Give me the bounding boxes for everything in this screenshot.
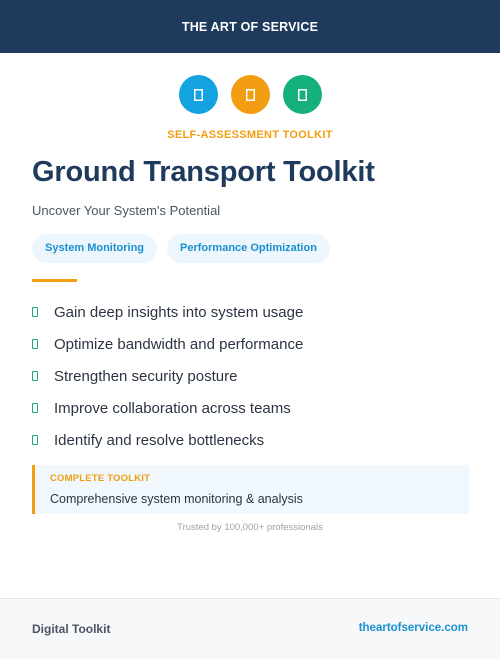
feature-item bbox=[32, 360, 303, 392]
trusted-note: Trusted by 100,000+ professionals bbox=[177, 522, 323, 533]
footer-label: Digital Toolkit bbox=[32, 622, 111, 636]
feature-text: Improve collaboration across teams bbox=[54, 399, 291, 417]
feature-text: Identify and resolve bottlenecks bbox=[54, 431, 265, 449]
placeholder-glyph-icon bbox=[179, 75, 218, 114]
feature-text: Gain deep insights into system usage bbox=[54, 303, 304, 321]
checkbox-icon bbox=[32, 371, 38, 381]
feature-item bbox=[32, 296, 303, 328]
icon-row bbox=[0, 75, 500, 114]
brand-name: THE ART OF SERVICE bbox=[181, 19, 319, 34]
website-link[interactable]: theartofservice.com bbox=[358, 622, 468, 634]
placeholder-glyph-icon bbox=[283, 75, 322, 114]
checkbox-icon bbox=[32, 339, 38, 349]
feature-text: Strengthen security posture bbox=[54, 367, 238, 385]
checkbox-icon bbox=[32, 435, 38, 445]
tag-performance-optimization: Performance Optimization bbox=[167, 234, 330, 263]
complete-toolkit-callout bbox=[32, 465, 469, 514]
feature-item bbox=[32, 328, 303, 360]
callout-text: Comprehensive system monitoring & analysis bbox=[50, 492, 303, 506]
callout-label: COMPLETE TOOLKIT bbox=[50, 473, 151, 484]
placeholder-glyph-icon bbox=[231, 75, 270, 114]
page-subtitle: Uncover Your System's Potential bbox=[32, 203, 221, 218]
feature-item bbox=[32, 392, 303, 424]
feature-text: Optimize bandwidth and performance bbox=[54, 335, 304, 353]
toolkit-kicker: SELF-ASSESSMENT TOOLKIT bbox=[167, 129, 333, 141]
tag-list bbox=[32, 234, 330, 263]
footer bbox=[0, 598, 500, 659]
feature-list bbox=[32, 296, 303, 456]
accent-divider bbox=[32, 279, 77, 282]
tag-system-monitoring: System Monitoring bbox=[32, 234, 157, 263]
feature-item bbox=[32, 424, 303, 456]
checkbox-icon bbox=[32, 403, 38, 413]
top-banner bbox=[0, 0, 500, 53]
checkbox-icon bbox=[32, 307, 38, 317]
page-title: Ground Transport Toolkit bbox=[32, 156, 375, 188]
